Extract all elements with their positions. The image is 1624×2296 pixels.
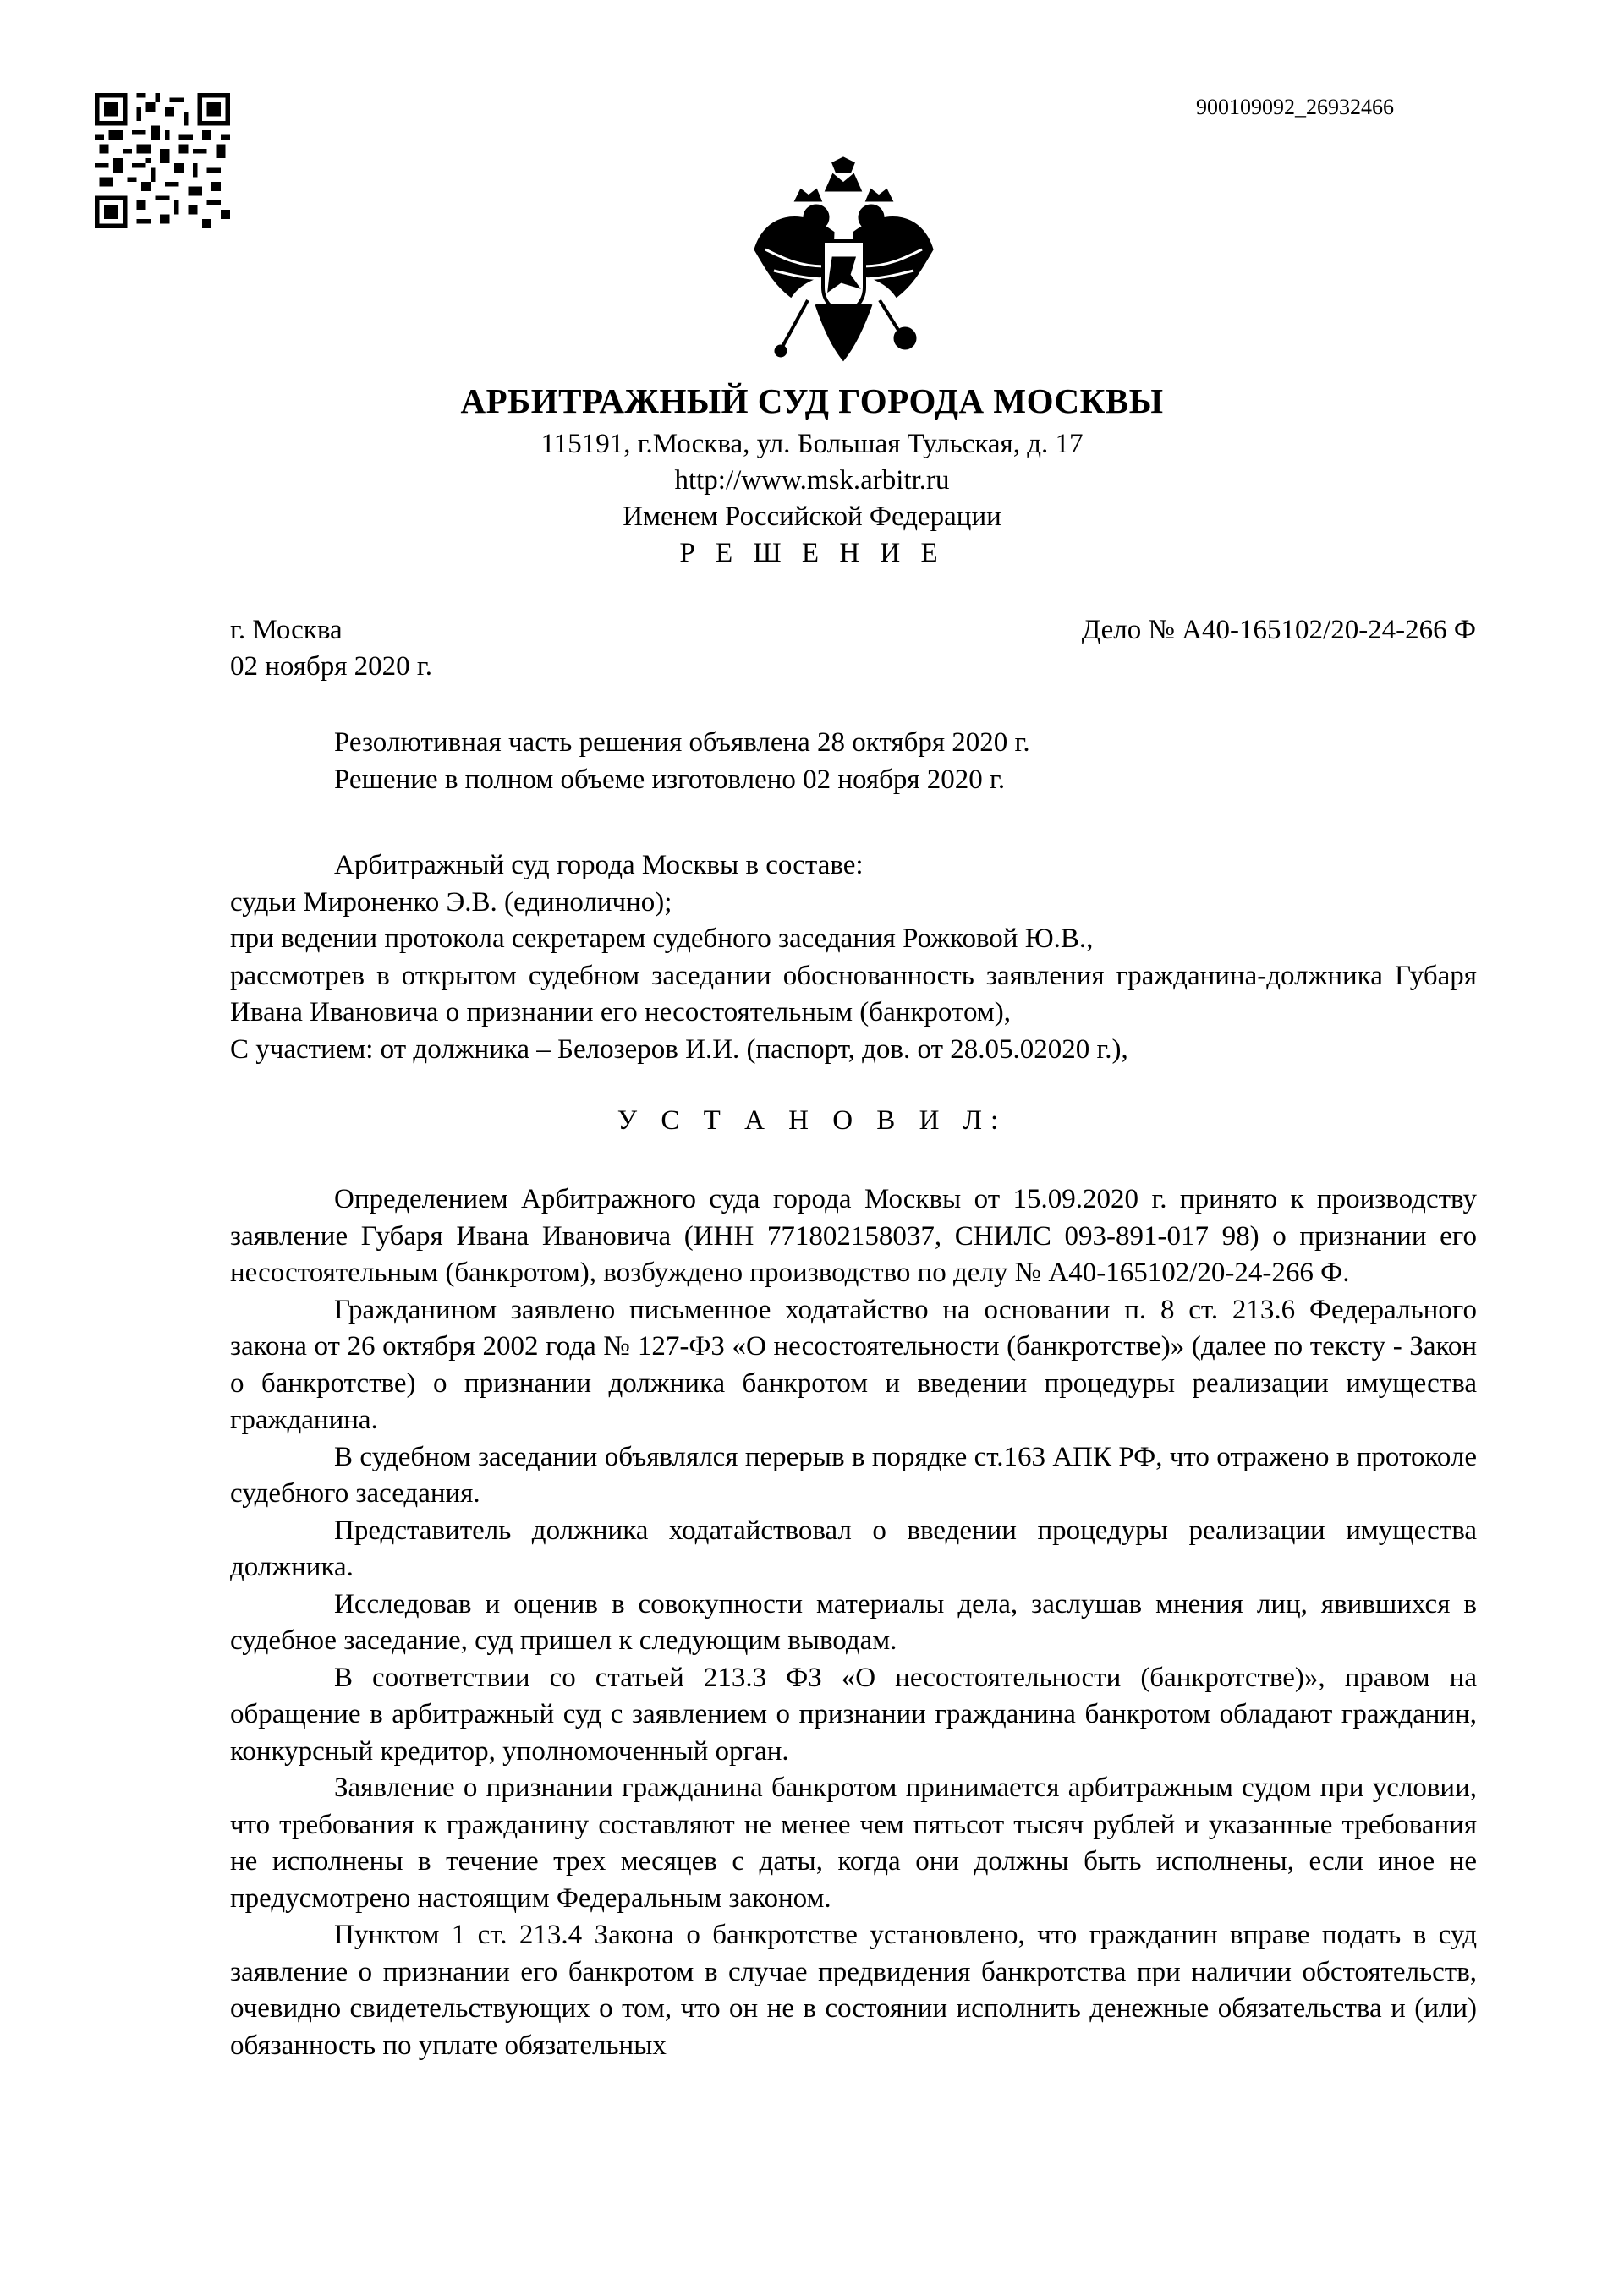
composition-line: Арбитражный суд города Москвы в составе:	[334, 850, 864, 880]
city: г. Москва	[230, 615, 343, 645]
document-type: Р Е Ш Е Н И Е	[679, 538, 945, 568]
announcement-block	[230, 725, 1477, 798]
qr-code-icon	[95, 93, 230, 228]
composition-line: судьи Мироненко Э.В. (единолично);	[230, 886, 672, 918]
body-paragraph: В судебном заседании объявлялся перерыв в порядке ст.163 АПК РФ, что отражено в протоколе судебного заседания.	[230, 1441, 1477, 1509]
body-paragraph: В соответствии со статьей 213.3 ФЗ «О несостоятельности (банкротстве)», правом на обращение в арбитражный суд с заявлением о признании гражданина банкротом обладают гражданин, конкурсный кредитор, уполномоченный орган.	[230, 1662, 1477, 1767]
body-paragraph: Представитель должника ходатайствовал о введении процедуры реализации имущества должника.	[230, 1515, 1477, 1582]
body-paragraph: Гражданином заявлено письменное ходатайство на основании п. 8 ст. 213.6 Федерального закона от 26 октября 2002 года № 127-ФЗ «О несостоятельности (банкротстве)» (далее по тексту - Закон о банкротстве) о признании должника банкротом и введении процедуры реализации имущества гражданина.	[230, 1294, 1477, 1435]
composition-line: С участием: от должника – Белозеров И.И. (паспорт, дов. от 28.05.02020 г.),	[230, 1033, 1128, 1065]
decision-date: 02 ноября 2020 г.	[230, 651, 432, 682]
body-paragraph: Определением Арбитражного суда города Москвы от 15.09.2020 г. принято к производству заявление Губаря Ивана Ивановича (ИНН 771802158037, СНИЛС 093-891-017 98) о признании его несостоятельным (банкротом), возбуждено производство по делу № А40-165102/20-24-266 Ф.	[230, 1184, 1477, 1288]
document-number: 900109092_26932466	[1196, 95, 1394, 119]
body-paragraph: Исследовав и оценив в совокупности материалы дела, заслушав мнения лиц, явившихся в судебное заседание, суд пришел к следующим выводам.	[230, 1588, 1477, 1656]
composition-line: рассмотрев в открытом судебном заседании обоснованность заявления гражданина-должника Губаря Ивана Ивановича о признании его несостоятельным (банкротом),	[230, 960, 1477, 1027]
composition-block	[230, 847, 1477, 1068]
case-number: Дело № А40-165102/20-24-266 Ф	[1081, 615, 1476, 645]
coat-of-arms-icon	[749, 156, 939, 372]
court-title: АРБИТРАЖНЫЙ СУД ГОРОДА МОСКВЫ	[460, 381, 1164, 420]
court-website: http://www.msk.arbitr.ru	[674, 465, 950, 496]
body-paragraph: Заявление о признании гражданина банкротом принимается арбитражным судом при условии, что требования к гражданину составляют не менее чем пятьсот тысяч рублей и указанные требования не исполнены в течение трех месяцев с даты, когда они должны быть исполнены, если иное не предусмотрено настоящим Федеральным законом.	[230, 1773, 1477, 1914]
announcement-line: Резолютивная часть решения объявлена 28 октября 2020 г.	[334, 727, 1030, 758]
body-paragraph: Пунктом 1 ст. 213.4 Закона о банкротстве установлено, что гражданин вправе подать в суд заявление о признании его банкротом в случае предвидения банкротства при наличии обстоятельств, очевидно свидетельствующих о том, что он не в состоянии исполнить денежные обязательства и (или) обязанность по уплате обязательных	[230, 1920, 1477, 2061]
in-name-of: Именем Российской Федерации	[623, 501, 1001, 532]
body-block	[230, 1181, 1477, 2064]
court-address: 115191, г.Москва, ул. Большая Тульская, д. 17	[540, 429, 1084, 459]
composition-line: при ведении протокола секретарем судебного заседания Рожковой Ю.В.,	[230, 923, 1094, 954]
announcement-line: Решение в полном объеме изготовлено 02 ноября 2020 г.	[334, 764, 1006, 795]
established-heading: У С Т А Н О В И Л:	[617, 1105, 1007, 1136]
